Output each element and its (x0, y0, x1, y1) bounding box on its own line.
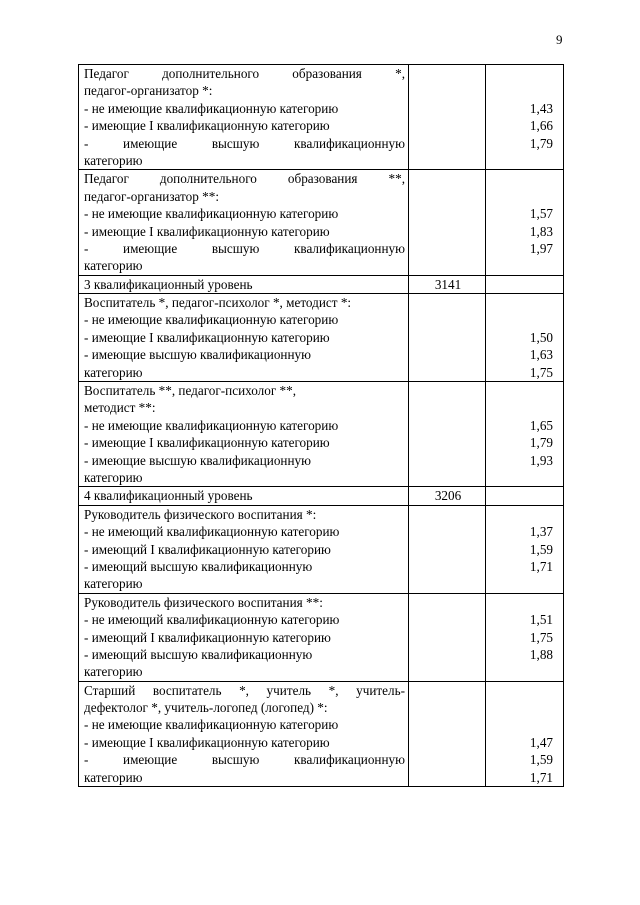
position-text-line: - не имеющие квалификационную категорию (84, 717, 339, 733)
coefficient-value: 1,63 (529, 347, 553, 363)
position-text-line: 4 квалификационный уровень (84, 488, 253, 504)
base-salary-value: 3206 (434, 488, 462, 504)
coefficient-value: 1,71 (529, 558, 553, 574)
position-text-line: категорию (84, 769, 143, 785)
coefficient-value (491, 311, 553, 328)
base-salary-cell (409, 382, 486, 487)
position-text-line: - имеющие I квалификационную категорию (84, 734, 330, 750)
coefficient-value: 1,43 (529, 100, 553, 116)
position-row (79, 294, 564, 382)
position-text-line: - имеющий высшую квалификационную (84, 646, 313, 662)
coefficient-cell (486, 275, 564, 293)
position-text-line: педагог-организатор **: (84, 188, 219, 204)
position-text-line: Руководитель физического воспитания *: (84, 506, 317, 522)
base-salary-value: 3141 (434, 276, 462, 292)
position-text-line: Старший воспитатель *, учитель *, учитель- (84, 682, 405, 698)
position-text-line: категорию (84, 576, 143, 592)
position-cell (79, 681, 409, 786)
position-text-line: Воспитатель *, педагог-психолог *, методист *: (84, 295, 352, 311)
table-body (79, 65, 564, 787)
coefficient-cell (486, 505, 564, 593)
coefficient-value (491, 399, 553, 416)
position-text-line: - имеющий I квалификационную категорию (84, 541, 331, 557)
coefficient-value: 1,50 (529, 329, 553, 345)
coefficient-value: 1,65 (529, 417, 553, 433)
coefficient-value (491, 469, 553, 486)
coefficient-value: 1,93 (529, 452, 553, 468)
base-salary-cell (409, 593, 486, 681)
position-text-line: категорию (84, 664, 143, 680)
coefficient-value: 1,47 (529, 734, 553, 750)
base-salary-cell (409, 487, 486, 505)
position-row (79, 505, 564, 593)
base-salary-cell (409, 275, 486, 293)
position-text-line: Руководитель физического воспитания **: (84, 594, 323, 610)
position-row (79, 170, 564, 275)
coefficient-value: 1,75 (529, 364, 553, 380)
coefficient-value (491, 65, 553, 82)
coefficient-value: 1,75 (529, 629, 553, 645)
position-cell (79, 65, 409, 170)
coefficient-value (491, 294, 553, 311)
coefficient-value (491, 170, 553, 187)
base-salary-cell (409, 65, 486, 170)
coefficient-value (491, 716, 553, 733)
coefficient-value: 1,97 (529, 240, 553, 256)
position-cell (79, 487, 409, 505)
position-text-line: методист **: (84, 400, 156, 416)
position-text-line: - не имеющие квалификационную категорию (84, 312, 339, 328)
coefficient-value (491, 663, 553, 680)
position-text-line: Педагог дополнительного образования **, (84, 171, 405, 187)
position-cell (79, 593, 409, 681)
page-number: 9 (556, 32, 563, 47)
coefficient-value (491, 682, 553, 699)
position-text-line: категорию (84, 258, 143, 274)
coefficient-value: 1,57 (529, 206, 553, 222)
position-text-line: - не имеющие квалификационную категорию (84, 206, 339, 222)
position-cell (79, 170, 409, 275)
position-text-line: - имеющие I квалификационную категорию (84, 435, 330, 451)
base-salary-cell (409, 170, 486, 275)
coefficient-value: 1,59 (529, 752, 553, 768)
coefficient-value: 1,83 (529, 223, 553, 239)
base-salary-cell (409, 681, 486, 786)
coefficient-value (491, 382, 553, 399)
coefficient-cell (486, 382, 564, 487)
qualification-level-row (79, 487, 564, 505)
position-text-line: Педагог дополнительного образования *, (84, 66, 405, 81)
coefficient-value (491, 152, 553, 169)
position-row (79, 65, 564, 170)
position-text-line: категорию (84, 469, 143, 485)
position-text-line: дефектолог *, учитель-логопед (логопед) *: (84, 700, 328, 716)
coefficient-cell (486, 681, 564, 786)
position-text-line: - имеющие I квалификационную категорию (84, 118, 330, 134)
coefficient-value (491, 82, 553, 99)
position-text-line: Воспитатель **, педагог-психолог **, (84, 383, 297, 399)
position-text-line: - не имеющие квалификационную категорию (84, 100, 339, 116)
position-text-line: - не имеющий квалификационную категорию (84, 612, 340, 628)
position-text-line: категорию (84, 152, 143, 168)
position-cell (79, 382, 409, 487)
position-row (79, 593, 564, 681)
coefficient-value: 1,79 (529, 435, 553, 451)
qualification-level-row (79, 275, 564, 293)
position-text-line: - имеющие I квалификационную категорию (84, 223, 330, 239)
position-row (79, 681, 564, 786)
coefficient-value: 1,37 (529, 524, 553, 540)
coefficient-cell (486, 294, 564, 382)
coefficient-cell (486, 487, 564, 505)
coefficient-value (491, 257, 553, 274)
position-cell (79, 505, 409, 593)
position-text-line: - имеющие высшую квалификационную (84, 240, 405, 256)
position-text-line: категорию (84, 364, 143, 380)
coefficient-value: 1,51 (529, 612, 553, 628)
position-cell (79, 294, 409, 382)
coefficient-cell (486, 593, 564, 681)
coefficient-value (491, 575, 553, 592)
position-text-line: - не имеющий квалификационную категорию (84, 524, 340, 540)
position-row (79, 382, 564, 487)
position-text-line: педагог-организатор *: (84, 83, 213, 99)
coefficient-value (491, 188, 553, 205)
position-text-line: - имеющие высшую квалификационную (84, 347, 311, 363)
coefficient-value (491, 699, 553, 716)
position-text-line: 3 квалификационный уровень (84, 276, 253, 292)
position-text-line: - имеющие I квалификационную категорию (84, 329, 330, 345)
position-cell (79, 275, 409, 293)
position-text-line: - имеющий высшую квалификационную (84, 558, 313, 574)
position-text-line: - имеющие высшую квалификационную (84, 752, 405, 768)
qualification-table (78, 64, 564, 787)
base-salary-cell (409, 294, 486, 382)
coefficient-value: 1,71 (529, 769, 553, 785)
position-text-line: - имеющие высшую квалификационную (84, 135, 405, 151)
position-text-line: - имеющие высшую квалификационную (84, 452, 311, 468)
coefficient-cell (486, 65, 564, 170)
coefficient-value (491, 594, 553, 611)
coefficient-value: 1,88 (529, 646, 553, 662)
coefficient-cell (486, 170, 564, 275)
coefficient-value (491, 506, 553, 523)
coefficient-value: 1,66 (529, 118, 553, 134)
coefficient-value: 1,79 (529, 135, 553, 151)
base-salary-cell (409, 505, 486, 593)
coefficient-value: 1,59 (529, 541, 553, 557)
position-text-line: - имеющий I квалификационную категорию (84, 629, 331, 645)
position-text-line: - не имеющие квалификационную категорию (84, 417, 339, 433)
